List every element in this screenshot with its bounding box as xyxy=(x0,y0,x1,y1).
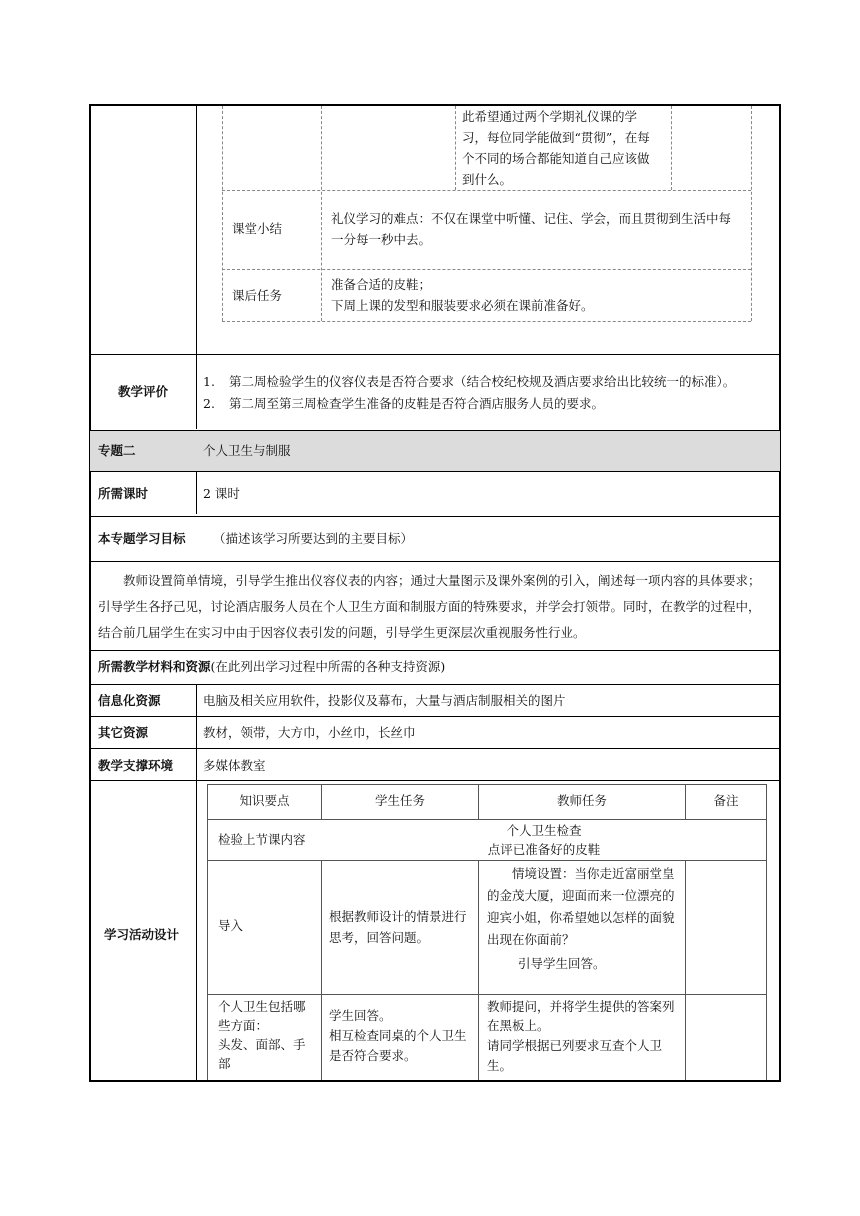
outer-right-border xyxy=(779,104,781,1082)
activity-row2-teacher-line: 迎宾小姐，你希望她以怎样的面貌 xyxy=(487,910,675,925)
inner-table-row xyxy=(222,321,751,322)
label-divider xyxy=(196,684,197,780)
other-resources-label: 其它资源 xyxy=(98,725,149,740)
outer-top-border xyxy=(89,104,781,106)
activity-row2-teacher-line: 的金茂大厦，迎面而来一位漂亮的 xyxy=(487,888,675,903)
inner-table-row xyxy=(222,269,751,270)
environment-value: 多媒体教室 xyxy=(203,758,266,773)
activity-row2-teacher-line: 出现在你面前？ xyxy=(487,932,575,947)
evaluation-label: 教学评价 xyxy=(118,384,169,399)
activity-header-remarks: 备注 xyxy=(713,793,739,808)
goal-paragraph-line: 结合前几届学生在实习中由于因容仪表引发的问题，引导学生更深层次重视服务性行业。 xyxy=(98,625,586,640)
activity-row1-merged-line: 个人卫生检查 xyxy=(506,823,582,838)
row-separator xyxy=(89,748,781,749)
other-resources-value: 教材，领带，大方巾，小丝巾，长丝巾 xyxy=(203,725,416,740)
inner-table-row xyxy=(222,190,751,191)
continued-text-line: 个不同的场合都能知道自己应该做 xyxy=(462,151,650,166)
materials-label: 所需教学材料和资源 xyxy=(98,659,211,674)
evaluation-item-number: 1. xyxy=(203,374,215,389)
info-resources-label: 信息化资源 xyxy=(98,693,161,708)
row-separator xyxy=(89,650,781,651)
materials-row xyxy=(98,656,445,677)
activity-row3-point-line: 个人卫生包括哪 xyxy=(218,999,306,1014)
activity-row2-teacher-line: 引导学生回答。 xyxy=(518,956,606,971)
homework-text-line: 准备合适的皮鞋； xyxy=(331,277,432,292)
topic-row-background xyxy=(90,430,780,471)
info-resources-value: 电脑及相关应用软件，投影仪及幕布，大量与酒店制服相关的图片 xyxy=(203,693,566,708)
activity-row-separator xyxy=(207,860,767,861)
activity-row3-teacher-line: 在黑板上。 xyxy=(487,1018,550,1033)
inner-table-divider xyxy=(455,106,456,190)
activity-col-divider xyxy=(685,860,686,1080)
goal-label: 本专题学习目标 xyxy=(98,531,186,546)
activity-row-separator xyxy=(207,994,767,995)
evaluation-item-text: 第二周至第三周检查学生准备的皮鞋是否符合酒店服务人员的要求。 xyxy=(229,396,605,411)
outer-left-border xyxy=(89,104,91,1082)
activity-row2-student-line: 根据教师设计的情景进行 xyxy=(329,909,467,924)
activity-row3-point-line: 部 xyxy=(218,1056,231,1071)
hours-value: 2 课时 xyxy=(203,486,240,501)
activity-header-teacher: 教师任务 xyxy=(556,793,607,808)
row-separator xyxy=(89,516,781,517)
activity-header-student: 学生任务 xyxy=(374,793,425,808)
goal-paragraph-line: 引导学生各抒己见，讨论酒店服务人员在个人卫生方面和制服方面的特殊要求，并学会打领带。同时，在教学的过程中， xyxy=(98,599,761,614)
row-separator xyxy=(89,430,781,431)
activity-table-right xyxy=(766,784,767,1080)
row-separator xyxy=(89,561,781,562)
materials-hint: (在此列出学习过程中所需的各种支持资源) xyxy=(210,659,446,674)
row-separator xyxy=(89,716,781,717)
activity-table-left xyxy=(207,784,208,1080)
activity-row2-student-line: 思考，回答问题。 xyxy=(329,930,430,945)
activity-col-divider xyxy=(321,860,322,1080)
activity-row3-point-line: 些方面： xyxy=(218,1018,269,1033)
summary-text-line: 礼仪学习的难点：不仅在课堂中听懂、记住、学会，而且贯彻到生活中每 xyxy=(331,211,732,226)
activity-row3-student-line: 相互检查同桌的个人卫生 xyxy=(329,1028,467,1043)
continued-text-line: 此希望通过两个学期礼仪课的学 xyxy=(462,109,638,124)
evaluation-item-text: 第二周检验学生的仪容仪表是否符合要求（结合校纪校规及酒店要求给出比较统一的标准）。 xyxy=(229,374,736,389)
activity-table-top xyxy=(207,784,767,785)
homework-label: 课后任务 xyxy=(232,288,283,303)
row-separator xyxy=(89,684,781,685)
activity-row1-point: 检验上节课内容 xyxy=(218,832,306,847)
topic-value: 个人卫生与制服 xyxy=(203,443,291,458)
inner-table-left xyxy=(222,106,223,321)
goal-hint: （描述该学习所要达到的主要目标） xyxy=(213,531,414,546)
row-separator xyxy=(89,780,781,781)
row-separator xyxy=(89,354,781,355)
activity-header-point: 知识要点 xyxy=(239,793,290,808)
activity-row2-teacher-line: 情境设置：当你走近富丽堂皇 xyxy=(512,866,675,881)
homework-text-line: 下周上课的发型和服装要求必须在课前准备好。 xyxy=(331,298,594,313)
evaluation-item-number: 2. xyxy=(203,396,215,411)
label-divider xyxy=(196,104,197,429)
activity-row2-point: 导入 xyxy=(218,918,244,933)
activity-row3-teacher-line: 生。 xyxy=(487,1058,513,1073)
activity-label: 学习活动设计 xyxy=(104,927,180,942)
environment-label: 教学支撑环境 xyxy=(98,758,174,773)
activity-row3-teacher-line: 请同学根据已列要求互查个人卫 xyxy=(487,1038,663,1053)
activity-row3-teacher-line: 教师提问，并将学生提供的答案列 xyxy=(487,999,675,1014)
inner-table-divider xyxy=(321,106,322,321)
activity-row3-student-line: 是否符合要求。 xyxy=(329,1048,417,1063)
continued-text-line: 到什么。 xyxy=(462,172,513,187)
activity-row3-point-line: 头发、面部、手 xyxy=(218,1037,306,1052)
topic-label: 专题二 xyxy=(98,443,136,458)
goal-paragraph-line: 教师设置简单情境，引导学生推出仪容仪表的内容；通过大量图示及课外案例的引入，阐述每一项内容的具体要求； xyxy=(123,573,761,588)
activity-col-divider xyxy=(478,860,479,1080)
outer-bottom-border xyxy=(89,1080,781,1082)
activity-row1-merged-line: 点评已准备好的皮鞋 xyxy=(487,842,601,857)
row-separator xyxy=(89,471,781,472)
inner-table-right xyxy=(751,106,752,321)
summary-label: 课堂小结 xyxy=(232,221,283,236)
activity-row3-student-line: 学生回答。 xyxy=(329,1008,392,1023)
hours-label: 所需课时 xyxy=(98,486,149,501)
continued-text-line: 习，每位同学能做到“贯彻”，在每 xyxy=(462,130,650,145)
summary-text-line: 一分每一秒中去。 xyxy=(331,232,432,247)
label-divider xyxy=(196,780,197,1081)
inner-table-divider xyxy=(671,106,672,190)
